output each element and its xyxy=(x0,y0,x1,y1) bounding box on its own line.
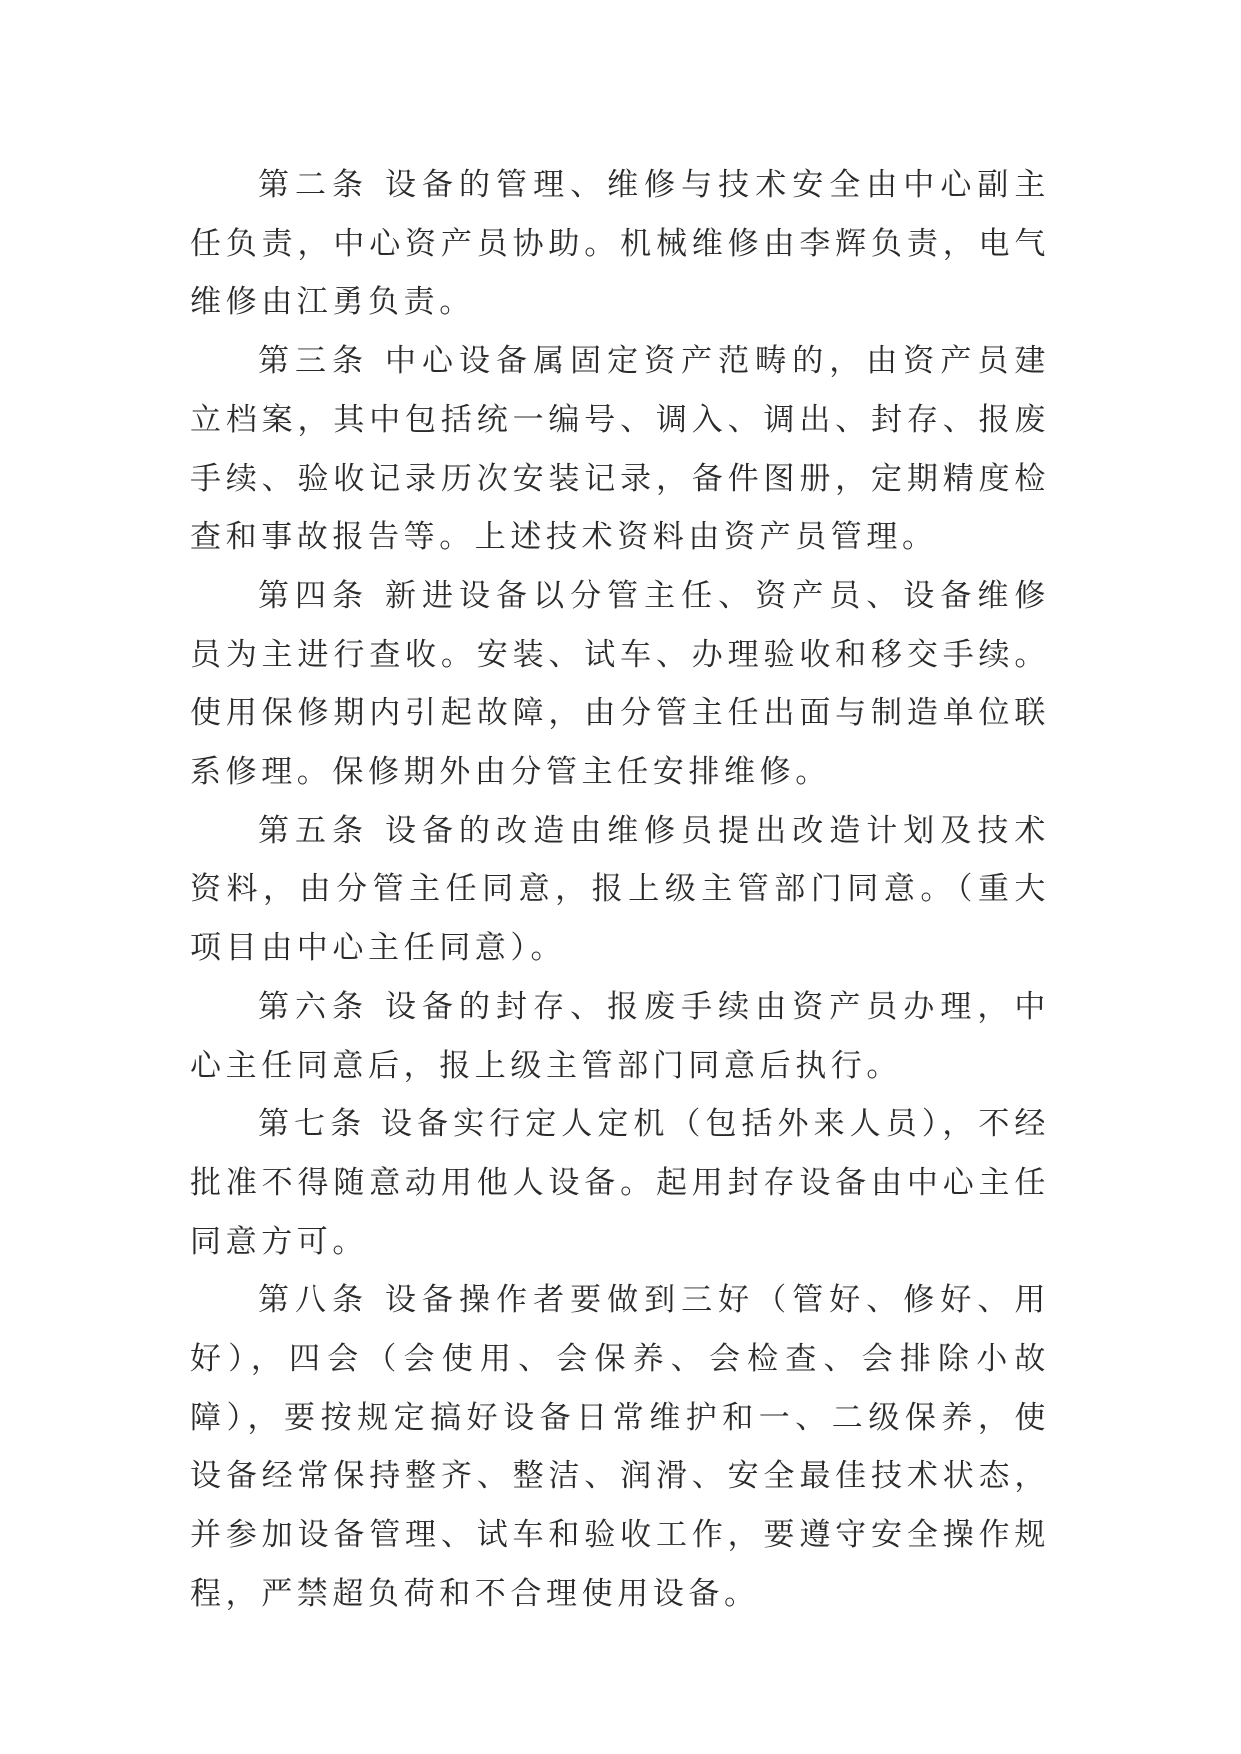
article-heading: 第二条 xyxy=(258,167,370,203)
article-text: 新进设备以分管主任、资产员、设备维修员为主进行查收。安装、试车、办理验收和移交手续。使用保修期内引起故障，由分管主任出面与制造单位联系修理。保修期外由分管主任安排维修。 xyxy=(190,577,1050,791)
article-8 xyxy=(190,1271,1050,1623)
article-3 xyxy=(190,332,1050,567)
article-text: 设备操作者要做到三好（管好、修好、用好），四会（会使用、会保养、会检查、会排除小故障），要按规定搞好设备日常维护和一、二级保养，使设备经常保持整齐、整洁、润滑、安全最佳技术状态，并参加设备管理、试车和验收工作，要遵守安全操作规程，严禁超负荷和不合理使用设备。 xyxy=(190,1282,1050,1612)
article-text: 设备实行定人定机（包括外来人员），不经批准不得随意动用他人设备。起用封存设备由中心主任同意方可。 xyxy=(190,1106,1050,1260)
article-heading: 第三条 xyxy=(258,343,370,380)
article-heading: 第四条 xyxy=(258,577,370,614)
article-text: 设备的封存、报废手续由资产员办理，中心主任同意后，报上级主管部门同意后执行。 xyxy=(190,988,1050,1084)
article-heading: 第八条 xyxy=(258,1282,370,1319)
article-heading: 第七条 xyxy=(258,1106,367,1143)
article-heading: 第五条 xyxy=(258,812,370,849)
article-6 xyxy=(190,978,1050,1095)
article-text: 设备的管理、维修与技术安全由中心副主任负责，中心资产员协助。机械维修由李辉负责，电气维修由江勇负责。 xyxy=(190,167,1050,321)
article-text: 中心设备属固定资产范畴的，由资产员建立档案，其中包括统一编号、调入、调出、封存、报废手续、验收记录历次安装记录，备件图册，定期精度检查和事故报告等。上述技术资料由资产员管理。 xyxy=(190,343,1050,556)
article-7 xyxy=(190,1095,1050,1271)
article-5 xyxy=(190,802,1050,978)
article-text: 设备的改造由维修员提出改造计划及技术资料，由分管主任同意，报上级主管部门同意。（重大项目由中心主任同意）。 xyxy=(190,812,1050,967)
article-4 xyxy=(190,567,1050,802)
article-heading: 第六条 xyxy=(258,988,370,1025)
article-2 xyxy=(190,156,1050,332)
document-body xyxy=(190,156,1050,1624)
